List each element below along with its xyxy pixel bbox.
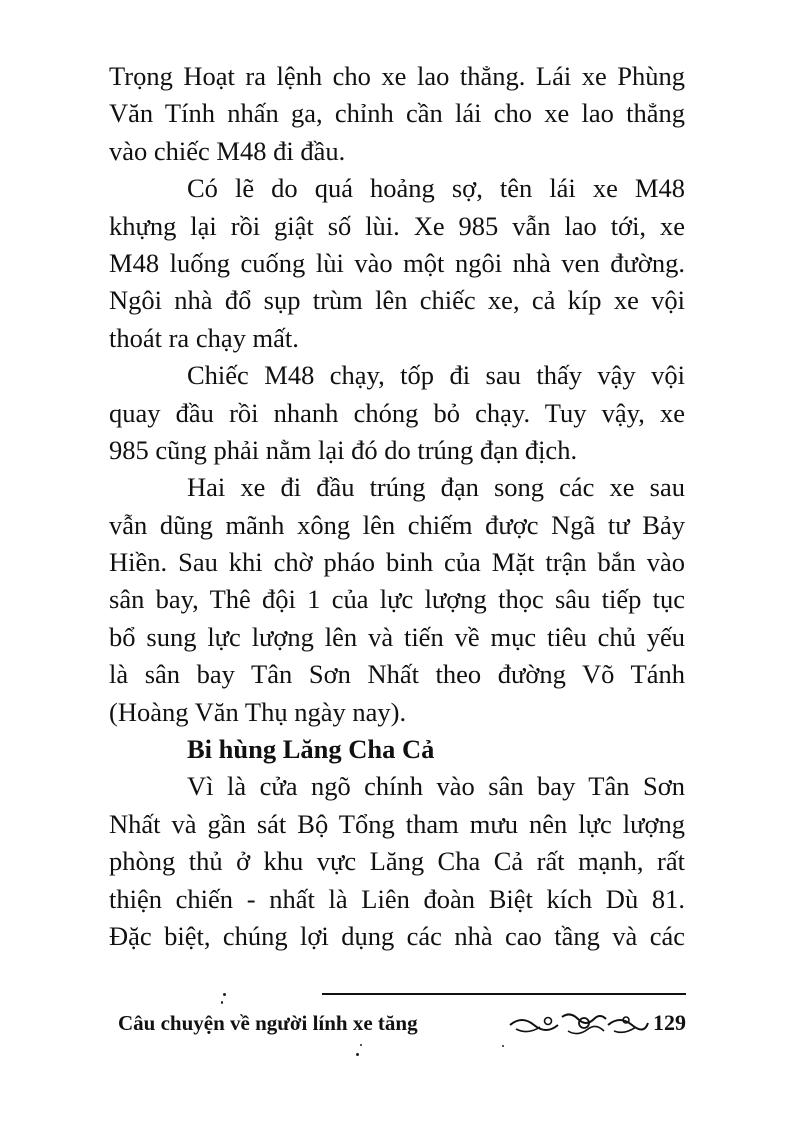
text-line: quay đầu rồi nhanh chóng bỏ chạy. Tuy vậy, xe	[109, 397, 685, 428]
paragraph-start-line: Vì là cửa ngõ chính vào sân bay Tân Sơn	[187, 771, 685, 802]
text-line: (Hoàng Văn Thụ ngày nay).	[109, 696, 407, 727]
text-line: là sân bay Tân Sơn Nhất theo đường Võ Tánh	[109, 659, 685, 690]
text-line: Đặc biệt, chúng lợi dụng các nhà cao tầng và các	[109, 920, 685, 951]
text-line: thoát ra chạy mất.	[109, 322, 299, 353]
scan-speck	[356, 1053, 359, 1056]
text-line: Văn Tính nhấn ga, chỉnh cần lái cho xe lao thẳng	[109, 98, 685, 129]
running-title: Câu chuyện về người lính xe tăng	[118, 1011, 418, 1035]
scan-speck	[502, 1045, 504, 1047]
scan-speck	[360, 1044, 362, 1046]
text-line: M48 luống cuống lùi vào một ngôi nhà ven đường.	[109, 247, 685, 278]
page-body-text	[109, 58, 685, 955]
paragraph-start-line: Hai xe đi đầu trúng đạn song các xe sau	[187, 472, 685, 503]
text-line: Hiền. Sau khi chờ pháo binh của Mặt trận bắn vào	[109, 547, 685, 578]
text-line: bổ sung lực lượng lên và tiến về mục tiêu chủ yếu	[109, 621, 685, 652]
page-footer	[118, 1005, 686, 1045]
text-line: sân bay, Thê đội 1 của lực lượng thọc sâu tiếp tục	[109, 584, 685, 615]
scroll-ornament-icon	[508, 1011, 650, 1037]
paragraph-start-line: Chiếc M48 chạy, tốp đi sau thấy vậy vội	[187, 360, 685, 391]
paragraph-start-line: Có lẽ do quá hoảng sợ, tên lái xe M48	[187, 173, 685, 204]
section-heading: Bi hùng Lăng Cha Cả	[187, 734, 435, 765]
text-line: phòng thủ ở khu vực Lăng Cha Cả rất mạnh, rất	[109, 846, 685, 877]
text-line: Trọng Hoạt ra lệnh cho xe lao thẳng. Lái xe Phùng	[109, 61, 685, 91]
scan-speck	[223, 993, 226, 996]
page-number: 129	[653, 1010, 686, 1035]
text-line: khựng lại rồi giật số lùi. Xe 985 vẫn lao tới, xe	[109, 210, 685, 241]
text-line: vào chiếc M48 đi đầu.	[109, 135, 346, 166]
text-line: thiện chiến - nhất là Liên đoàn Biệt kích Dù 81.	[109, 883, 685, 914]
text-line: vẫn dũng mãnh xông lên chiếm được Ngã tư Bảy	[109, 509, 685, 540]
text-line: Ngôi nhà đổ sụp trùm lên chiếc xe, cả kíp xe vội	[109, 285, 685, 316]
footer-divider	[322, 993, 686, 995]
scan-speck	[221, 1001, 223, 1004]
text-line: Nhất và gần sát Bộ Tổng tham mưu nên lực lượng	[109, 808, 685, 839]
text-line: 985 cũng phải nằm lại đó do trúng đạn địch.	[109, 434, 578, 465]
